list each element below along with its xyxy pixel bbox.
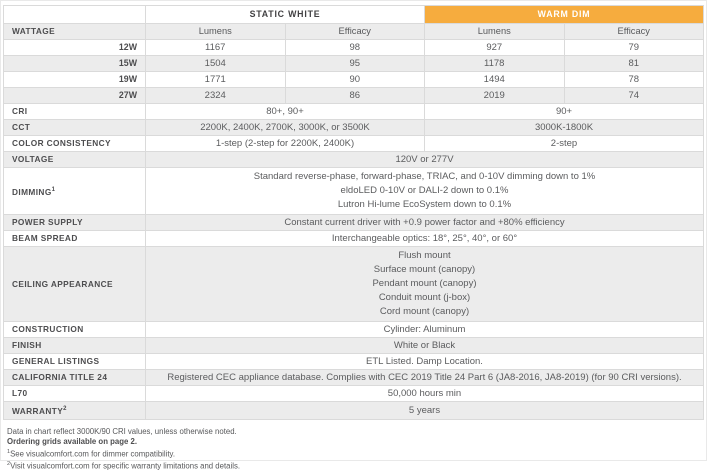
row-l70 <box>4 386 704 402</box>
row-label: BEAM SPREAD <box>4 231 146 247</box>
row-27w <box>4 88 704 104</box>
row-finish <box>4 338 704 354</box>
sw-lumens-column-header: Lumens <box>146 24 286 40</box>
warm-dim-header: WARM DIM <box>425 6 704 24</box>
row-15w <box>4 56 704 72</box>
cct-warm-dim-value: 3000K-1800K <box>425 120 704 136</box>
wd-lumens-column-header: Lumens <box>425 24 565 40</box>
cri-static-white-value: 80+, 90+ <box>146 104 425 120</box>
row-label: CALIFORNIA TITLE 24 <box>4 370 146 386</box>
row-label: VOLTAGE <box>4 152 146 168</box>
sw-lumens-value: 1167 <box>146 40 286 56</box>
footnote-mark-1: 1 <box>7 448 11 455</box>
corner-cell <box>4 6 146 24</box>
row-voltage <box>4 152 704 168</box>
beam-spread-value: Interchangeable optics: 18°, 25°, 40°, or 60° <box>146 231 704 247</box>
row-dimming <box>4 168 704 215</box>
ceiling-line-5: Cord mount (canopy) <box>379 306 470 317</box>
voltage-value: 120V or 277V <box>146 152 704 168</box>
static-white-header: STATIC WHITE <box>146 6 425 24</box>
wattage-value: 15W <box>4 56 146 72</box>
wd-efficacy-value: 78 <box>564 72 704 88</box>
dimming-line-1: Standard reverse-phase, forward-phase, TRIAC, and 0-10V dimming down to 1% <box>253 171 596 182</box>
column-header-row <box>4 24 704 40</box>
row-label: CCT <box>4 120 146 136</box>
wd-efficacy-value: 74 <box>564 88 704 104</box>
dimming-value <box>146 168 704 215</box>
sw-efficacy-value: 86 <box>285 88 425 104</box>
row-california-title-24 <box>4 370 704 386</box>
sw-efficacy-value: 95 <box>285 56 425 72</box>
wattage-value: 19W <box>4 72 146 88</box>
sw-efficacy-value: 98 <box>285 40 425 56</box>
row-label: FINISH <box>4 338 146 354</box>
cri-warm-dim-value: 90+ <box>425 104 704 120</box>
row-color-consistency <box>4 136 704 152</box>
wd-lumens-value: 1494 <box>425 72 565 88</box>
l70-value: 50,000 hours min <box>146 386 704 402</box>
dimming-line-3: Lutron Hi-lume EcoSystem down to 0.1% <box>337 199 512 210</box>
wattage-value: 27W <box>4 88 146 104</box>
wd-lumens-value: 2019 <box>425 88 565 104</box>
cct-static-white-value: 2200K, 2400K, 2700K, 3000K, or 3500K <box>146 120 425 136</box>
row-label: WARRANTY$^2$ <box>4 402 146 420</box>
sw-efficacy-value: 90 <box>285 72 425 88</box>
sw-lumens-value: 1504 <box>146 56 286 72</box>
row-label: CRI <box>4 104 146 120</box>
ceiling-line-1: Flush mount <box>398 250 451 261</box>
dimming-footnote-mark: 1 <box>51 186 56 193</box>
general-listings-value: ETL Listed. Damp Location. <box>146 354 704 370</box>
color-consistency-warm-dim-value: 2-step <box>425 136 704 152</box>
sw-efficacy-column-header: Efficacy <box>285 24 425 40</box>
row-label: DIMMING$^1$ <box>4 168 146 215</box>
spec-table <box>3 5 704 420</box>
wd-efficacy-column-header: Efficacy <box>564 24 704 40</box>
finish-value: White or Black <box>146 338 704 354</box>
row-ceiling-appearance <box>4 247 704 322</box>
group-header-row <box>4 6 704 24</box>
california-title-24-value: Registered CEC appliance database. Complies with CEC 2019 Title 24 Part 6 (JA8-2016, JA8-2019) (for 90 CRI versions). <box>146 370 704 386</box>
warranty-value: 5 years <box>146 402 704 420</box>
color-consistency-static-white-value: 1-step (2-step for 2200K, 2400K) <box>146 136 425 152</box>
row-power-supply <box>4 215 704 231</box>
row-cri <box>4 104 704 120</box>
row-warranty <box>4 402 704 420</box>
row-beam-spread <box>4 231 704 247</box>
wd-lumens-value: 1178 <box>425 56 565 72</box>
sw-lumens-value: 1771 <box>146 72 286 88</box>
power-supply-value: Constant current driver with +0.9 power factor and +80% efficiency <box>146 215 704 231</box>
row-label: CEILING APPEARANCE <box>4 247 146 322</box>
wd-efficacy-value: 81 <box>564 56 704 72</box>
wd-lumens-value: 927 <box>425 40 565 56</box>
wattage-value: 12W <box>4 40 146 56</box>
row-19w <box>4 72 704 88</box>
footnote-data-reflect: Data in chart reflect 3000K/90 CRI values, unless otherwise noted. <box>7 426 237 436</box>
ceiling-appearance-value <box>146 247 704 322</box>
row-label: L70 <box>4 386 146 402</box>
sw-lumens-value: 2324 <box>146 88 286 104</box>
construction-value: Cylinder: Aluminum <box>146 322 704 338</box>
dimming-line-2: eldoLED 0-10V or DALI-2 down to 0.1% <box>340 185 509 196</box>
row-12w <box>4 40 704 56</box>
footnote-mark-2: 2 <box>7 461 11 468</box>
row-label: POWER SUPPLY <box>4 215 146 231</box>
ceiling-line-3: Pendant mount (canopy) <box>372 278 477 289</box>
ceiling-line-2: Surface mount (canopy) <box>373 264 476 275</box>
row-label: GENERAL LISTINGS <box>4 354 146 370</box>
footnotes <box>7 427 704 472</box>
footnote-dimmer-compatibility: $^1$See visualcomfort.com for dimmer compatibility. <box>7 448 175 459</box>
footnote-warranty-details: $^2$Visit visualcomfort.com for specific warranty limitations and details. <box>7 461 241 471</box>
row-cct <box>4 120 704 136</box>
footnote-ordering-grids: Ordering grids available on page 2. <box>7 436 137 446</box>
wd-efficacy-value: 79 <box>564 40 704 56</box>
warranty-footnote-mark: 2 <box>63 406 67 412</box>
row-label: CONSTRUCTION <box>4 322 146 338</box>
row-construction <box>4 322 704 338</box>
row-general-listings <box>4 354 704 370</box>
row-label: COLOR CONSISTENCY <box>4 136 146 152</box>
wattage-column-header: WATTAGE <box>4 24 146 40</box>
ceiling-line-4: Conduit mount (j-box) <box>378 292 471 303</box>
